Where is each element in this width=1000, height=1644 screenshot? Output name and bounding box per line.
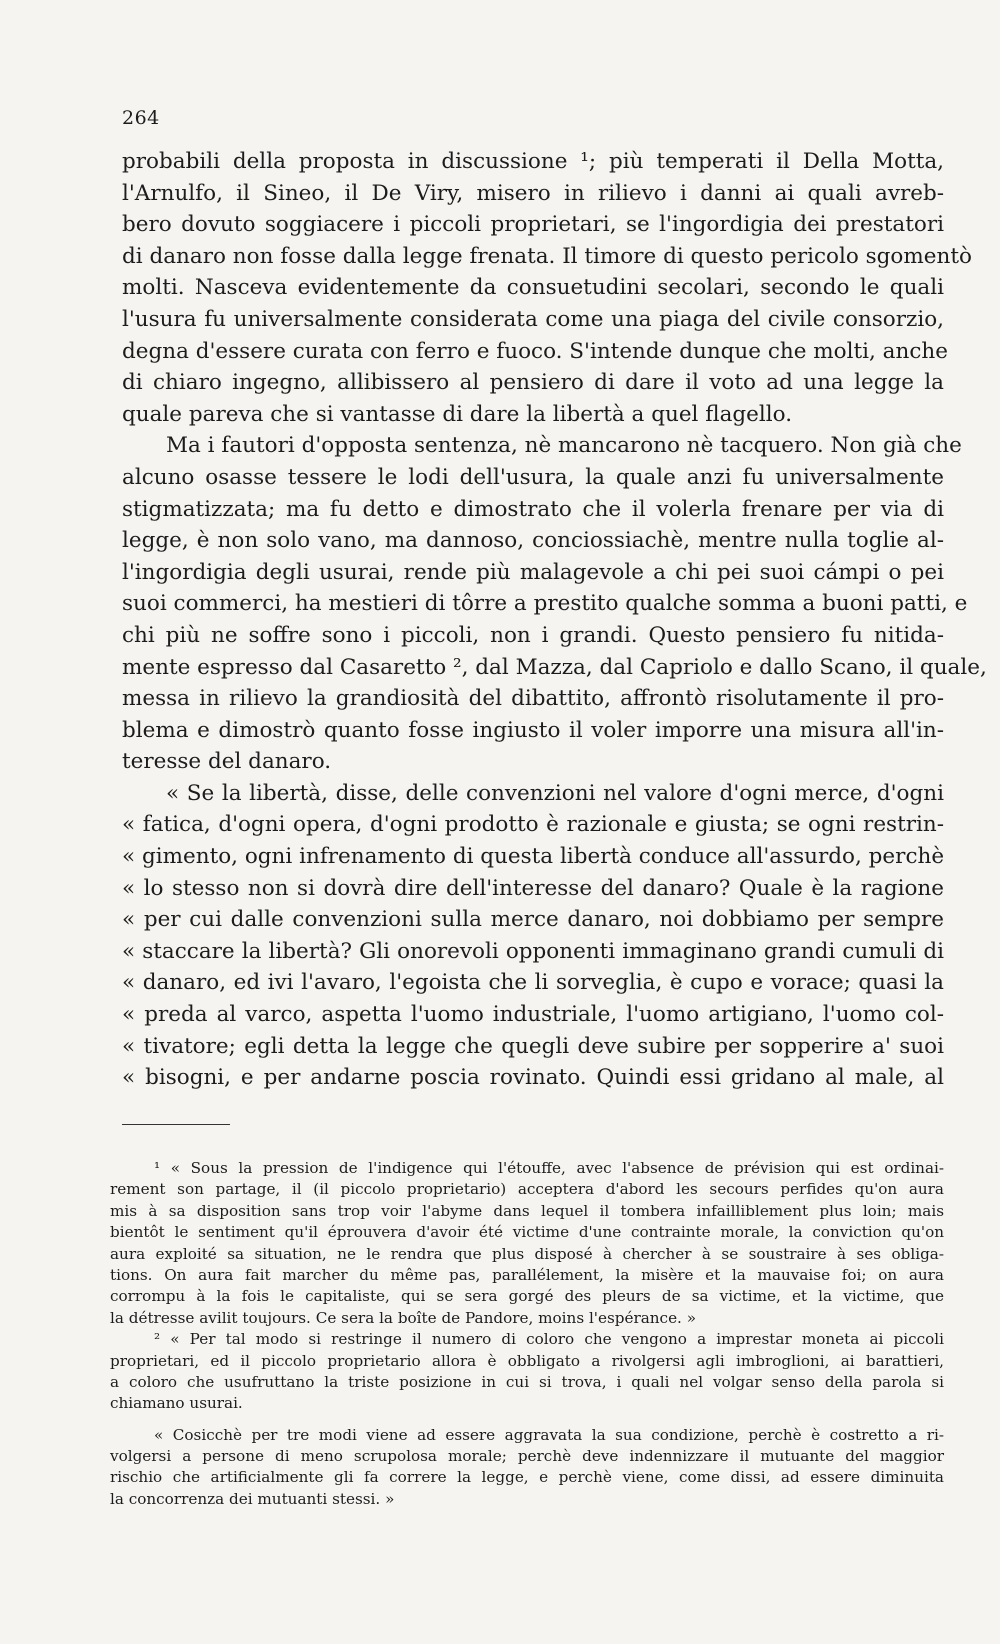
main-text bbox=[122, 146, 987, 1094]
text-line: legge, è non solo vano, ma dannoso, conciossiachè, mentre nulla toglie al- bbox=[122, 528, 944, 554]
text-line: Ma i fautori d'opposta sentenza, nè mancarono nè tacquero. Non già che bbox=[166, 433, 962, 459]
footnote-line: la détresse avilit toujours. Ce sera la boîte de Pandore, moins l'espérance. » bbox=[110, 1308, 697, 1327]
footnote-line: corrompu à la fois le capitaliste, qui se sera gorgé des pleurs de sa victime, et la victime, que bbox=[110, 1287, 944, 1306]
text-line: probabili della proposta in discussione ¹; più temperati il Della Motta, bbox=[122, 149, 944, 174]
footnote-gap bbox=[110, 1415, 944, 1425]
footnote-line: ² « Per tal modo si restringe il numero di coloro che vengono a imprestar moneta ai piccoli bbox=[154, 1330, 944, 1349]
footnote-line: proprietari, ed il piccolo proprietario allora è obbligato a rivolgersi agli imbroglioni, ai barattieri, bbox=[110, 1351, 944, 1370]
page-number: 264 bbox=[122, 107, 160, 129]
text-line: molti. Nasceva evidentemente da consuetudini secolari, secondo le quali bbox=[122, 275, 944, 301]
text-line: di danaro non fosse dalla legge frenata. Il timore di questo pericolo sgomentò bbox=[122, 243, 972, 269]
footnote-line: « Cosicchè per tre modi viene ad essere aggravata la sua condizione, perchè è costretto a ri- bbox=[154, 1425, 944, 1444]
footnote-line: aura exploité sa situation, ne le rendra que plus disposé à chercher à se soustraire à ses obliga- bbox=[110, 1244, 944, 1263]
footnote-line: rement son partage, il (il piccolo proprietario) acceptera d'abord les secours perfides qu'on aura bbox=[110, 1180, 944, 1199]
text-line: quale pareva che si vantasse di dare la libertà a quel flagello. bbox=[122, 401, 793, 427]
text-line: « bisogni, e per andarne poscia rovinato. Quindi essi gridano al male, al bbox=[122, 1065, 944, 1091]
text-line: « tivatore; egli detta la legge che quegli deve subire per sopperire a' suoi bbox=[122, 1033, 944, 1059]
text-line: « per cui dalle convenzioni sulla merce danaro, noi dobbiamo per sempre bbox=[122, 907, 944, 933]
text-line: « danaro, ed ivi l'avaro, l'egoista che li sorveglia, è cupo e vorace; quasi la bbox=[122, 970, 944, 996]
footnote-separator bbox=[122, 1124, 230, 1125]
text-line: messa in rilievo la grandiosità del dibattito, affrontò risolutamente il pro- bbox=[122, 686, 944, 712]
footnote-line: chiamano usurai. bbox=[110, 1394, 243, 1413]
footnote-line: ¹ « Sous la pression de l'indigence qui l'étouffe, avec l'absence de prévision qui est ordinai- bbox=[154, 1159, 944, 1177]
text-line: mente espresso dal Casaretto ², dal Mazza, dal Capriolo e dallo Scano, il quale, bbox=[122, 654, 987, 680]
text-line: « staccare la libertà? Gli onorevoli opponenti immaginano grandi cumuli di bbox=[122, 938, 944, 964]
text-line: degna d'essere curata con ferro e fuoco. S'intende dunque che molti, anche bbox=[122, 338, 948, 364]
text-line: chi più ne soffre sono i piccoli, non i grandi. Questo pensiero fu nitida- bbox=[122, 622, 944, 648]
footnote-line: bientôt le sentiment qu'il éprouvera d'avoir été victime d'une contrainte morale, la conviction qu'on bbox=[110, 1223, 944, 1242]
text-line: di chiaro ingegno, allibissero al pensiero di dare il voto ad una legge la bbox=[122, 370, 944, 396]
text-line: bero dovuto soggiacere i piccoli proprietari, se l'ingordigia dei prestatori bbox=[122, 212, 944, 238]
footnotes bbox=[110, 1158, 944, 1510]
text-line: « fatica, d'ogni opera, d'ogni prodotto è razionale e giusta; se ogni restrin- bbox=[122, 812, 944, 838]
text-line: blema e dimostrò quanto fosse ingiusto il voler imporre una misura all'in- bbox=[122, 717, 944, 743]
text-line: stigmatizzata; ma fu detto e dimostrato che il volerla frenare per via di bbox=[122, 496, 944, 522]
text-line: « preda al varco, aspetta l'uomo industriale, l'uomo artigiano, l'uomo col- bbox=[122, 1002, 944, 1028]
text-line: « Se la libertà, disse, delle convenzioni nel valore d'ogni merce, d'ogni bbox=[166, 780, 944, 806]
text-line: l'usura fu universalmente considerata come una piaga del civile consorzio, bbox=[122, 306, 944, 332]
text-line: suoi commerci, ha mestieri di tôrre a prestito qualche somma a buoni patti, e bbox=[122, 591, 968, 617]
text-line: l'ingordigia degli usurai, rende più malagevole a chi pei suoi cámpi o pei bbox=[122, 559, 944, 585]
text-line: teresse del danaro. bbox=[122, 749, 332, 775]
footnote-line: volgersi a persone di meno scrupolosa morale; perchè deve indennizzare il mutuante del maggior bbox=[110, 1447, 944, 1466]
footnote-line: la concorrenza dei mutuanti stessi. » bbox=[110, 1489, 395, 1508]
footnote-line: a coloro che usufruttano la triste posizione in cui si trova, i quali nel volgar senso della parola si bbox=[110, 1372, 944, 1391]
text-line: alcuno osasse tessere le lodi dell'usura, la quale anzi fu universalmente bbox=[122, 464, 944, 490]
footnote-line: mis à sa disposition sans trop voir l'abyme dans lequel il tombera infailliblement plus loin; mais bbox=[110, 1201, 944, 1220]
text-line: « gimento, ogni infrenamento di questa libertà conduce all'assurdo, perchè bbox=[122, 844, 945, 870]
footnote-line: tions. On aura fait marcher du même pas, parallélement, la misère et la mauvaise foi; on aura bbox=[110, 1265, 944, 1284]
footnote-line: rischio che artificialmente gli fa correre la legge, e perchè viene, come dissi, ad essere diminuita bbox=[110, 1468, 944, 1487]
text-line: l'Arnulfo, il Sineo, il De Viry, misero in rilievo i danni ai quali avreb- bbox=[122, 180, 944, 206]
text-line: « lo stesso non si dovrà dire dell'interesse del danaro? Quale è la ragione bbox=[122, 875, 944, 901]
